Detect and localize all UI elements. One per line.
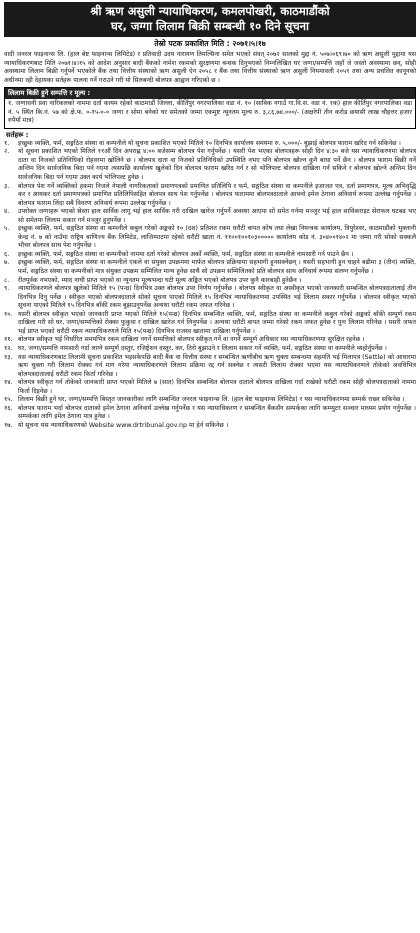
condition-item	[4, 354, 416, 380]
condition-text: लिलाम बिक्री हुने घर, जग्गा/सम्पत्ति बिस्तृत जानकारीका लागि सम्बन्धित जनरल फाइनान्स लि. (हाल बेष्ट फाइनान्स लिमिटेड) र यस न्यायाधिकरणमा सम्पर्क राख्न सकिनेछ ।	[18, 396, 405, 404]
condition-number: ८.	[4, 276, 10, 284]
header-line-1: श्री ऋण असुली न्यायाधिकरण, कमलपोखरी, काठमाडौंको	[90, 4, 330, 18]
condition-text: इच्छुक व्यक्ति, फर्म, सङ्गठित संस्था वा कम्पनीले एकले वा संयुक्त उपक्रममा मार्फत बोलपत्र प्रक्रियामा सहभागी हुनसक्नेछन् । यसरी सहभागी हुन चाहने बढीमा ३ (तीन) व्यक्ति, फर्म, सङ्गठित संस्था वा कम्पनीको मात्र संयुक्त उपक्रम सम्मिलित मान्य हुनेछ साथै सो उपक्रम सम्मिलितको प्रति बोलपत्र साथ अनिवार्य रूपमा संलग्न गर्नुपर्नेछ ।	[18, 259, 416, 276]
condition-text: इच्छुक व्यक्ति, फर्म, सङ्गठित संस्था वा कम्पनीको नाममा दर्ता गरेको बोलपत्र अर्को व्यक्ति, फर्म, सङ्गठित संस्था वा कम्पनीले नामसारी गर्न पाउने छैन ।	[18, 250, 354, 258]
condition-text: उपरोक्त जग्गाहरू भएको स्रेस्ता हाल सार्विक लागू भई हाल सार्विक गरी दाखिल खारेज गर्नुपर्ने अवस्था आएमा सो समेत गर्नमा मञ्जुर भई हाल साविकराइट सेराफल घटबढ भए सो समेतमा लिलाम सकार गर्न मञ्जुर हुनुपर्नेछ ।	[18, 208, 416, 224]
condition-item	[4, 148, 416, 182]
condition-text: बोलपत्र पेश गर्ने व्यक्तिको हकमा निजले नेपाली नागरिकताको प्रमाणपत्रको प्रमाणित प्रतिलिपि र फर्म, सङ्गठित संस्था वा कम्पनीले इजाजत पत्र, दर्ता प्रमाणपत्र, मूल्य अभिवृद्धि कर र आयकर दर्ता प्रमाणपत्रको प्रमाणित प्रतिलिपिसहित बोलपत्र साथ पेश गर्नुपर्नेछ । बोलपत्र फाराममा बोलपत्रदाताले आफ्नो इमेल ठेगाना अनिवार्य रूपमा उल्लेख गर्नुपर्नेछ । बोलपत्र फाराम लिंदा सबै विवरण अनिवार्य रूपमा उल्लेख गर्नुपर्नेछ ।	[18, 182, 416, 207]
condition-item	[4, 396, 416, 405]
condition-text: इच्छुक व्यक्ति, फर्म, सङ्गठित संस्था वा कम्पनीले यो सूचना प्रकाशित भएको मितिले १० दिनभित्र कार्यालय समयमा रु. ५,०००/- बुझाई बोलपत्र फाराम खरिद गर्न सकिनेछ ।	[18, 139, 401, 147]
property-description: १. जग्गाधनी प्रवा नारिकलको नाममा दर्ता कायम रहेको काठमाडौं जिल्ला, कीर्तिपुर नगरपालिका वडा नं. १० (साबिक नगाउँ गा.वि.स. वडा नं. १क) हाल कीर्तिपुर नगरपालिका वडा नं. ५ स्थित कि.नं. ५७ को क्षे.फ. ०-१५-०-० जग्गा र सोमा बनेको घर समेतको जम्मा एकमुष्ट न्यूनतम मूल्य रु. ३,८६,७४,०००/- (अक्षरेपी तीन करोड छयासी लाख चौहत्तर हजार रुपैयाँ मात्र)	[8, 100, 412, 125]
condition-number: १५.	[4, 396, 13, 404]
condition-text: घर, जग्गा/सम्पत्ति नामसारी गर्दा लाग्ने सम्पूर्ण दस्तुर, रजिष्ट्रेशन दस्तुर, कर, तिरो बुझाउने र लिलाम सकार गर्ने व्यक्ति, फर्म, सङ्गठित संस्था वा कम्पनीले व्यहोर्नुपर्नेछ ।	[18, 344, 387, 352]
condition-number: ५.	[4, 225, 10, 233]
notice-header	[4, 2, 416, 37]
condition-text: रीतपूर्वक नभएको, म्याद नाघी प्राप्त भएको वा न्यूनतम मूल्यभन्दा घटी मूल्य अङ्कित भएको बोलपत्र उपर कुनै कारबाही हुनेछैन ।	[18, 276, 302, 284]
conditions-title: सर्तहरू :	[6, 130, 29, 139]
condition-item	[4, 422, 416, 431]
property-title: लिलाम बिक्री हुने सम्पत्ति र मूल्य :	[5, 88, 415, 99]
intro-paragraph: वादी जनरल फाइनान्स लि. (हाल बेष्ट फाइनान्स लिमिटेड) र प्रतिवादी उदय नारायण तिमल्सिना समेत भएको संवत् २०७२ सालको मुद्दा नं. ५०७।०६९।७० को ऋण असुली मुद्दामा यस न्यायाधिकरणबाट मिति २०७१।४।१५ को आदेश अनुसार बादी बैंकको नामेश रकमको सुरक्षणमा बन्धक दिनुभएको निम्नलिखित घर जग्गा/सम्पत्ति जहाँ जे जस्तो अवस्थामा छन्, सोही अवस्थामा लिलाम बिक्री गर्नुपर्ने भएकोले बैंक तथा वित्तीय संस्थाको ऋण असुली ऐन २०५८ र बैंक तथा वित्तीय संस्थाको ऋण असुली नियमावली २०५९ तथा अन्य प्रचलित कानूनको अधीनमा रही देहायका सर्तहरू पालना गर्ने गराउने गरी यो सिलबन्दी बोलपत्र आह्वान गरिएको छ ।	[4, 51, 416, 84]
condition-number: १.	[4, 139, 10, 147]
condition-number: १६.	[4, 404, 13, 412]
publish-date: तेस्रो पटक प्रकाशित मिति : २०७१।५।१७	[154, 39, 266, 48]
condition-item	[4, 183, 416, 209]
condition-number: ४.	[4, 208, 10, 216]
condition-number: ७.	[4, 259, 10, 267]
condition-number: १२.	[4, 344, 13, 352]
condition-number: ३.	[4, 182, 10, 190]
condition-number: १०.	[4, 310, 13, 318]
condition-number: १७.	[4, 421, 13, 429]
condition-item	[4, 345, 416, 354]
condition-text: बोलपत्र स्वीकृत गर्न तोकेको जानकारी प्राप्त भएको मितिले ७ (सात) दिनभित्र सम्बन्धित बोलपत्र दाताले बोलपत्र दाखिला गर्दा राखेको धरौटी रकम सोही बोलपत्रदाताको नाममा फिर्ता दिइनेछ ।	[18, 379, 416, 395]
condition-number: २.	[4, 148, 10, 156]
condition-number: १४.	[4, 379, 13, 387]
condition-text: बोलपत्र स्वीकृत भई निर्धारित समयभित्र रकम दाखिला नगर्ने सम्पत्तिको बोलपत्र स्वीकृत गर्ने वा नगर्ने सम्पूर्ण अधिकार यस न्यायाधिकरणमा सुरक्षित रहनेछ ।	[18, 336, 365, 344]
condition-item	[4, 285, 416, 311]
condition-item	[4, 208, 416, 225]
condition-item	[4, 225, 416, 251]
condition-text: बोलपत्र फाराम भर्दा बोलपत्र दाताको इमेल ठेगाना अनिवार्य उल्लेख गर्नुपर्नेछ र यस न्यायाधिकरण र सम्बन्धित बैंकसँग सम्पर्कका लागि कम्प्युटर सञ्चार माध्यम प्रयोग गर्नुपर्नेछ । सम्पर्कका लागि इमेल ठेगाना मात्र हुनेछ ।	[18, 404, 416, 421]
condition-item	[4, 379, 416, 396]
property-box	[4, 87, 416, 129]
conditions-list	[4, 140, 416, 431]
condition-item	[4, 405, 416, 422]
condition-item	[4, 259, 416, 276]
condition-number: ९.	[4, 285, 10, 293]
condition-item	[4, 336, 416, 345]
condition-number: ६.	[4, 250, 10, 258]
condition-text: यो सूचना प्रकाशित भएको मितिले ११औं दिन अपराह्न ४:०० बजेसम्म बोलपत्र पेश गर्नुपर्नेछ । यसरी पेश भएका बोलपत्रहरू सोही दिन ४:३० बजे यस न्यायाधिकरणमा बोलपत्र दाता वा निजको प्रतिनिधिको रोहवरमा खोलिने छ । बोलपत्र दाता वा निजको प्रतिनिधिको उपस्थिति नभए पनि बोलपत्र खोल्न कुनै बाधा पर्ने छैन । बोलपत्र फाराम बिक्री गर्ने अन्तिम दिन सार्वजनिक बिदा पर्न गएमा त्यसपछि कार्यालय खुलेको दिन बोलपत्र फाराम खरिद गर्न र सो भोलिपल्ट बोलपत्र दाखिला गर्न सकिने र बोलपत्र खोल्ने अन्तिम दिन सार्वजनिक बिदा पर्न गएमा उक्त कार्य भोलिपल्ट हुनेछ ।	[18, 148, 416, 182]
condition-item	[4, 311, 416, 337]
header-line-2: घर, जग्गा लिलाम बिक्री सम्बन्धी १० दिने सूचना	[110, 19, 310, 33]
condition-text: यो सूचना यस न्यायाधिकरणको Website www.drtribunal.gov.np मा हेर्न सकिनेछ ।	[18, 421, 229, 429]
condition-text: इच्छुक व्यक्ति, फर्म, सङ्गठित संस्था वा कम्पनीले कबुल गरेको अङ्कको १० (दश) प्रतिशत रकम धरौटी बापत कोष तथा लेखा नियन्त्रक कार्यालय, त्रिपुरेश्वर, काठमाडौंको भुक्तानी केन्द्र नं. ७ को नाउँमा राष्ट्रिय बाणिज्य बैंक लिमिटेड, लाजिम्पाटमा रहेको धरौटी खाता नं. ११००१००१०३००००० कार्यालय कोड नं. ३०४००१४०२ मा जम्मा गरी सोको सक्कलै भौचर बोलपत्र साथ पेश गर्नुपर्नेछ ।	[18, 225, 416, 250]
condition-number: ११.	[4, 336, 13, 344]
condition-text: यस न्यायाधिकरणबाट लिलामी सूचना प्रकाशित भइसकेपछि बादी बैंक वा वित्तीय संस्था र सम्बन्धित ऋणीबीच ऋण चुक्ता सम्बन्धमा सहमति भई मिलापत्र (Settle) को आधारमा ऋण चुक्ता गरी लिलाम रोक्का गर्न माग गरेमा न्यायाधिकरणले लिलाम प्रक्रिया रद्द गर्न सक्नेछ र त्यसरी लिलाम रोक्का भएमा यस न्यायाधिकरणले तोकेको अवधिभित्र बोलपत्रदातालाई धरौटी रकम फिर्ता गरिनेछ ।	[18, 353, 416, 378]
condition-number: १३.	[4, 353, 13, 361]
condition-text: यसरी बोलपत्र स्वीकृत भएको जानकारी प्राप्त भएको मितिले १५(पन्ध्र) दिनभित्र सम्बन्धित व्यक्ति, फर्म, सङ्गठित संस्था वा कम्पनीले कबुल गरेको अङ्कको बाँकी सम्पूर्ण रकम दाखिला गरी सो घर, जग्गा/सम्पत्तिको रोक्का फुकुवा र दाखिल खारेज गर्न लिनुपर्नेछ । अन्यथा धरौटी बापत जम्मा गरेको रकम जफत हुनेछ र पुनः लिलाम गरिनेछ । यसरी जफत भई प्राप्त भएको धरौटी रकम न्यायाधिकरणले मिति १५(पन्ध्र) दिनभित्र राजस्व खातामा दाखिला गर्नुपर्नेछ ।	[18, 310, 416, 335]
condition-item	[4, 277, 416, 286]
condition-text: न्यायाधिकरणले बोलपत्र खुलेको मितिले १५ (पन्ध्र) दिनभित्र उक्त बोलपत्र उपर निर्णय गर्नुपर्नेछ । बोलपत्र स्वीकृत वा अस्वीकृत भएको जानकारी सम्बन्धित बोलपत्रदातालाई तीन दिनभित्र दिनु पर्नेछ । स्वीकृत भएको बोलपत्रदाताले सोको सूचना पाएको मितिले १५ दिनभित्र न्यायाधिकरणमा उपस्थित भई लिलाम सकार गर्नुपर्नेछ । बोलपत्र स्वीकृत भएको सूचना पाएको मितिले १५ दिनभित्र बाँकी रकम बुझाउनुपर्नेछ अन्यथा धरौटी रकम जफत गरिनेछ ।	[18, 285, 416, 310]
